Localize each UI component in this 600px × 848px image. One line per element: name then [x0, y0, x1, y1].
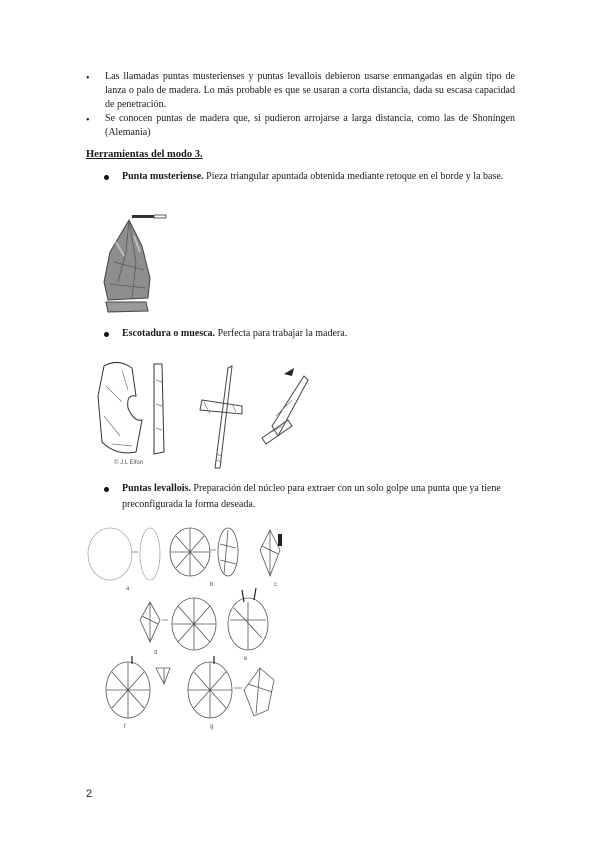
bullet-marker: • — [86, 115, 90, 126]
item-description: Perfecta para trabajar la madera. — [217, 328, 348, 339]
label-e: e — [244, 656, 248, 662]
page-number: 2 — [86, 788, 93, 800]
bullet-marker — [104, 487, 109, 492]
levallois-figure — [84, 520, 294, 740]
section-heading: Herramientas del modo 3. — [86, 149, 203, 160]
label-a: a — [126, 586, 130, 592]
item-description: Pieza triangular apuntada obtenida mediante retoque en el borde y la base. — [206, 171, 504, 182]
item-escotadura — [122, 326, 517, 342]
bullet-marker — [104, 332, 109, 337]
item-puntas-levallois — [122, 481, 517, 513]
item-description: Preparación del núcleo para extraer con un solo golpe una punta que ya tiene preconfigurada la forma deseada. — [122, 483, 501, 510]
bullet-marker — [104, 175, 109, 180]
label-c: c — [274, 582, 277, 588]
label-f: f — [124, 724, 126, 730]
item-title: Puntas levallois. — [122, 483, 191, 494]
figure-caption: © J.L Elfon — [114, 460, 144, 466]
paragraph-puntas-madera: Se conocen puntas de madera que, si pudieron arrojarse a larga distancia, como las de Shoningen (Alemania) — [105, 113, 515, 138]
label-g: g — [210, 724, 214, 730]
label-b: b — [210, 582, 214, 588]
item-punta-musteriense — [122, 169, 517, 185]
escotadura-figure — [92, 356, 322, 472]
item-title: Escotadura o muesca. — [122, 328, 216, 339]
punta-musteriense-figure — [96, 212, 186, 334]
paragraph-puntas-enmangadas: Las llamadas puntas musterienses y puntas levallois debieron usarse enmangadas en algún tipo de lanza o palo de madera. Lo más probable es que se usaran a corta distancia, dada su escasa capacidad de penetración. — [105, 71, 515, 110]
bullet-marker: • — [86, 73, 90, 84]
label-d: d — [154, 650, 158, 656]
item-title: Punta musteriense. — [122, 171, 204, 182]
